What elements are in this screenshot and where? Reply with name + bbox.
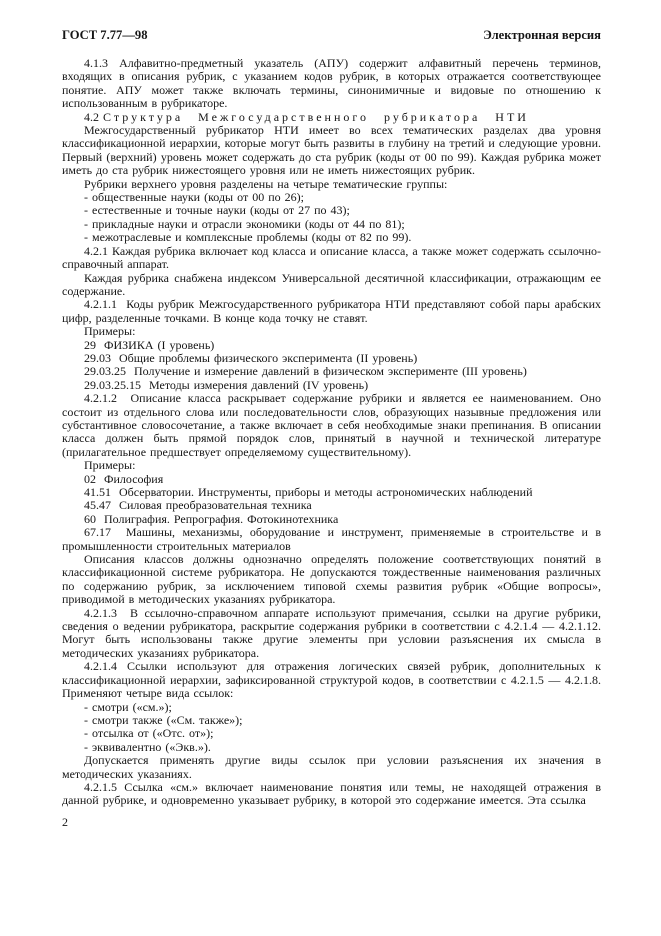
list-item: - смотри также («См. также»); bbox=[84, 712, 243, 727]
list-item: - отсылка от («Отс. от»); bbox=[84, 726, 214, 741]
example-line: 60 Полиграфия. Репрография. Фотокинотехника bbox=[84, 511, 339, 526]
example-line: 29 ФИЗИКА (I уровень) bbox=[84, 337, 215, 352]
paragraph: Каждая рубрика снабжена индексом Универсальной десятичной классификации, отражающим ее содержание. bbox=[62, 270, 601, 298]
page-number: 2 bbox=[62, 814, 68, 829]
document-body bbox=[62, 57, 601, 808]
section-heading bbox=[62, 111, 601, 124]
paragraph: 4.2.1.1 Коды рубрик Межгосударственного рубрикатора НТИ представляют собой пары арабских цифр, разделенные точками. В конце кода точку не ставят. bbox=[62, 297, 601, 325]
paragraph: 4.2.1.5 Ссылка «см.» включает наименование понятия или темы, не находящей отражения в данной рубрике, и одновременно указывает рубрику, в которой это содержание имеется. Эта ссылка bbox=[62, 779, 601, 808]
paragraph: Описания классов должны однозначно определять положение соответствующих понятий в классификационной системе рубрикатора. Не допускаются тождественные наименования различных по содержанию рубрик, за исключением типовой схемы развития рубрик «Общие вопросы», приводимой в методических указаниях рубрикатора. bbox=[62, 552, 601, 607]
paragraph: 4.1.3 Алфавитно-предметный указатель (АПУ) содержит алфавитный перечень терминов, входящих в описания рубрик, с указанием кодов рубрик, в которых отражается соответствующее понятие. АПУ может также включать термины, синонимичные и видовые по отношению к использованным в рубрикаторе. bbox=[62, 56, 601, 111]
list-item: - естественные и точные науки (коды от 27 по 43); bbox=[84, 203, 350, 218]
example-line: 45.47 Силовая преобразовательная техника bbox=[84, 498, 312, 513]
example-line: 41.51 Обсерватории. Инструменты, приборы и методы астрономических наблюдений bbox=[84, 485, 533, 499]
paragraph: 4.2.1.3 В ссылочно-справочном аппарате используют примечания, ссылки на другие рубрики, сведения о ведении рубрикатора, раскрытие содержания рубрики в соответствии с 4.2.1.4 — 4.2.1.12. Могут быть использованы также другие элементы при условии разъяснения их смысла в методических указаниях рубрикатора. bbox=[62, 605, 601, 660]
list-item: - межотраслевые и комплексные проблемы (коды от 82 по 99). bbox=[84, 230, 412, 245]
list-item: - эквивалентно («Экв.»). bbox=[84, 739, 211, 754]
example-line: 29.03 Общие проблемы физического эксперимента (II уровень) bbox=[84, 350, 418, 365]
list-item: - общественные науки (коды от 00 по 26); bbox=[84, 190, 304, 205]
paragraph: Межгосударственный рубрикатор НТИ имеет во всех тематических разделах два уровня классификационной иерархии, которые могут быть развиты в глубину на третий и следующие уровни. Первый (верхний) уровень может содержать до ста рубрик (коды от 00 по 99). Каждая рубрика может иметь до ста рубрик нижестоящего уровня или не иметь нижестоящих рубрик. bbox=[62, 123, 601, 178]
document-code: ГОСТ 7.77—98 bbox=[62, 28, 148, 42]
example-line: 29.03.25.15 Методы измерения давлений (IV уровень) bbox=[84, 377, 369, 392]
example-line: 29.03.25 Получение и измерение давлений в физическом эксперименте (III уровень) bbox=[84, 364, 527, 379]
document-header bbox=[62, 28, 601, 42]
example-line: 02 Философия bbox=[84, 471, 164, 486]
examples-label: Примеры: bbox=[84, 324, 136, 339]
list-item: - смотри («см.»); bbox=[84, 699, 172, 714]
list-item: - прикладные науки и отрасли экономики (коды от 44 по 81); bbox=[84, 216, 405, 231]
examples-label: Примеры: bbox=[84, 458, 136, 473]
paragraph: 4.2.1 Каждая рубрика включает код класса и описание класса, а также может содержать ссылочно-справочный аппарат. bbox=[62, 243, 601, 272]
section-number: 4.2 bbox=[84, 109, 99, 124]
paragraph: Допускается применять другие виды ссылок при условии разъяснения их значения в методических указаниях. bbox=[62, 753, 601, 781]
document-version-label: Электронная версия bbox=[483, 28, 601, 42]
section-heading-text: Структура Межгосударственного рубрикатора НТИ bbox=[103, 109, 529, 124]
paragraph: 4.2.1.4 Ссылки используют для отражения логических связей рубрик, дополнительных к классификационной иерархии, зафиксированной структурой кодов, в соответствии с 4.2.1.5 — 4.2.1.8. Применяют четыре вида ссылок: bbox=[62, 659, 601, 701]
paragraph: Рубрики верхнего уровня разделены на четыре тематические группы: bbox=[84, 176, 448, 191]
paragraph: 4.2.1.2 Описание класса раскрывает содержание рубрики и является ее наименованием. Оно состоит из отдельного слова или последовательности слов, образующих назывные предложения или субстантивное словосочетание, а также включает в себя необходимые знаки препинания. В описании класса должен быть прямой порядок слов, принятый в научной и технической литературе (прилагательное предшествует определяемому существительному). bbox=[62, 391, 601, 459]
example-line: 67.17 Машины, механизмы, оборудование и инструмент, применяемые в строительстве и в промышленности строительных материалов bbox=[62, 525, 601, 553]
